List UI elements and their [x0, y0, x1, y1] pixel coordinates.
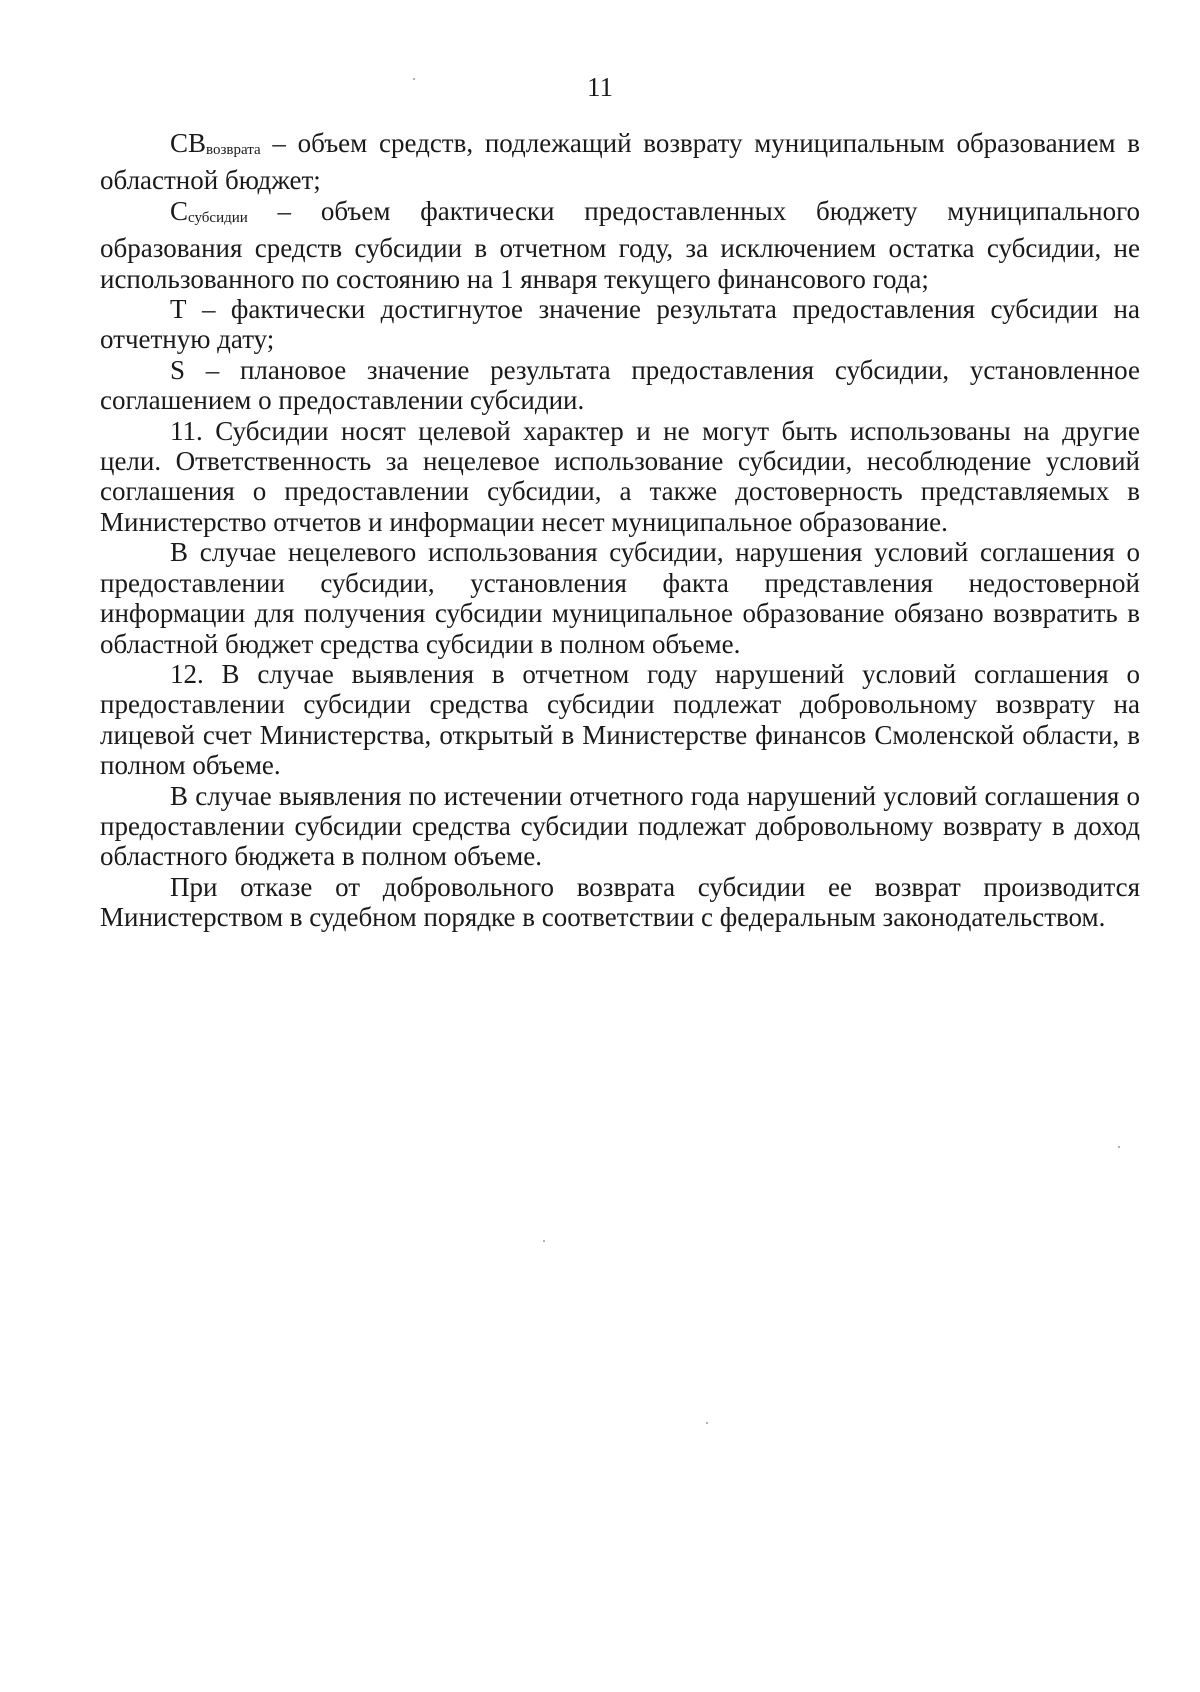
paragraph-12: 12. В случае выявления в отчетном году нарушений условий соглашения о предоставлении субсидии средства субсидии подлежат добровольному возврату на лицевой счет Министерства, открытый в Министерстве финансов Смоленской области, в полном объеме. — [100, 658, 1140, 781]
definition-c-text: – объем фактически предоставленных бюджету муниципального образования средств субсидии в отчетном году, за исключением остатка субсидии, не использованного по состоянию на 1 января текущего финансового года; — [100, 195, 1140, 294]
definition-sv-text: – объем средств, подлежащий возврату муниципальным образованием в областной бюджет; — [100, 128, 1140, 196]
paragraph-12-after-year: В случае выявления по истечении отчетного года нарушений условий соглашения о предоставлении субсидии средства субсидии подлежат добровольному возврату в доход областного бюджета в полном объеме. — [100, 780, 1140, 872]
document-body — [100, 128, 1140, 933]
symbol-c: С — [170, 195, 189, 226]
symbol-sv-subscript: возврата — [206, 142, 261, 158]
definition-sv-return — [100, 128, 1140, 196]
page-number: 11 — [587, 72, 613, 102]
paragraph-11-misuse: В случае нецелевого использования субсидии, нарушения условий соглашения о предоставлении субсидии, установления факта представления недостоверной информации для получения субсидии муниципальное образование обязано возвратить в областной бюджет средства субсидии в полном объеме. — [100, 537, 1140, 659]
paragraph-12-refusal: При отказе от добровольного возврата субсидии ее возврат производится Министерством в судебном порядке в соответствии с федеральным законодательством. — [100, 871, 1140, 933]
symbol-sv: СВ — [170, 128, 207, 158]
paragraph-11: 11. Субсидии носят целевой характер и не могут быть использованы на другие цели. Ответственность за нецелевое использование субсидии, несоблюдение условий соглашения о предоставлении субсидии, а также достоверность представляемых в Министерство отчетов и информации несет муниципальное образование. — [100, 415, 1140, 537]
definition-s-value: S – плановое значение результата предоставления субсидии, установленное соглашением о предоставлении субсидии. — [100, 354, 1140, 416]
scan-speck — [413, 78, 415, 80]
scan-speck — [1118, 1146, 1120, 1148]
definition-t-value: Т – фактически достигнутое значение результата предоставления субсидии на отчетную дату; — [100, 294, 1140, 355]
definition-c-subsidy — [100, 196, 1140, 294]
scan-speck — [543, 1240, 545, 1242]
symbol-c-subscript: субсидии — [188, 209, 248, 226]
scan-speck — [706, 1422, 708, 1424]
